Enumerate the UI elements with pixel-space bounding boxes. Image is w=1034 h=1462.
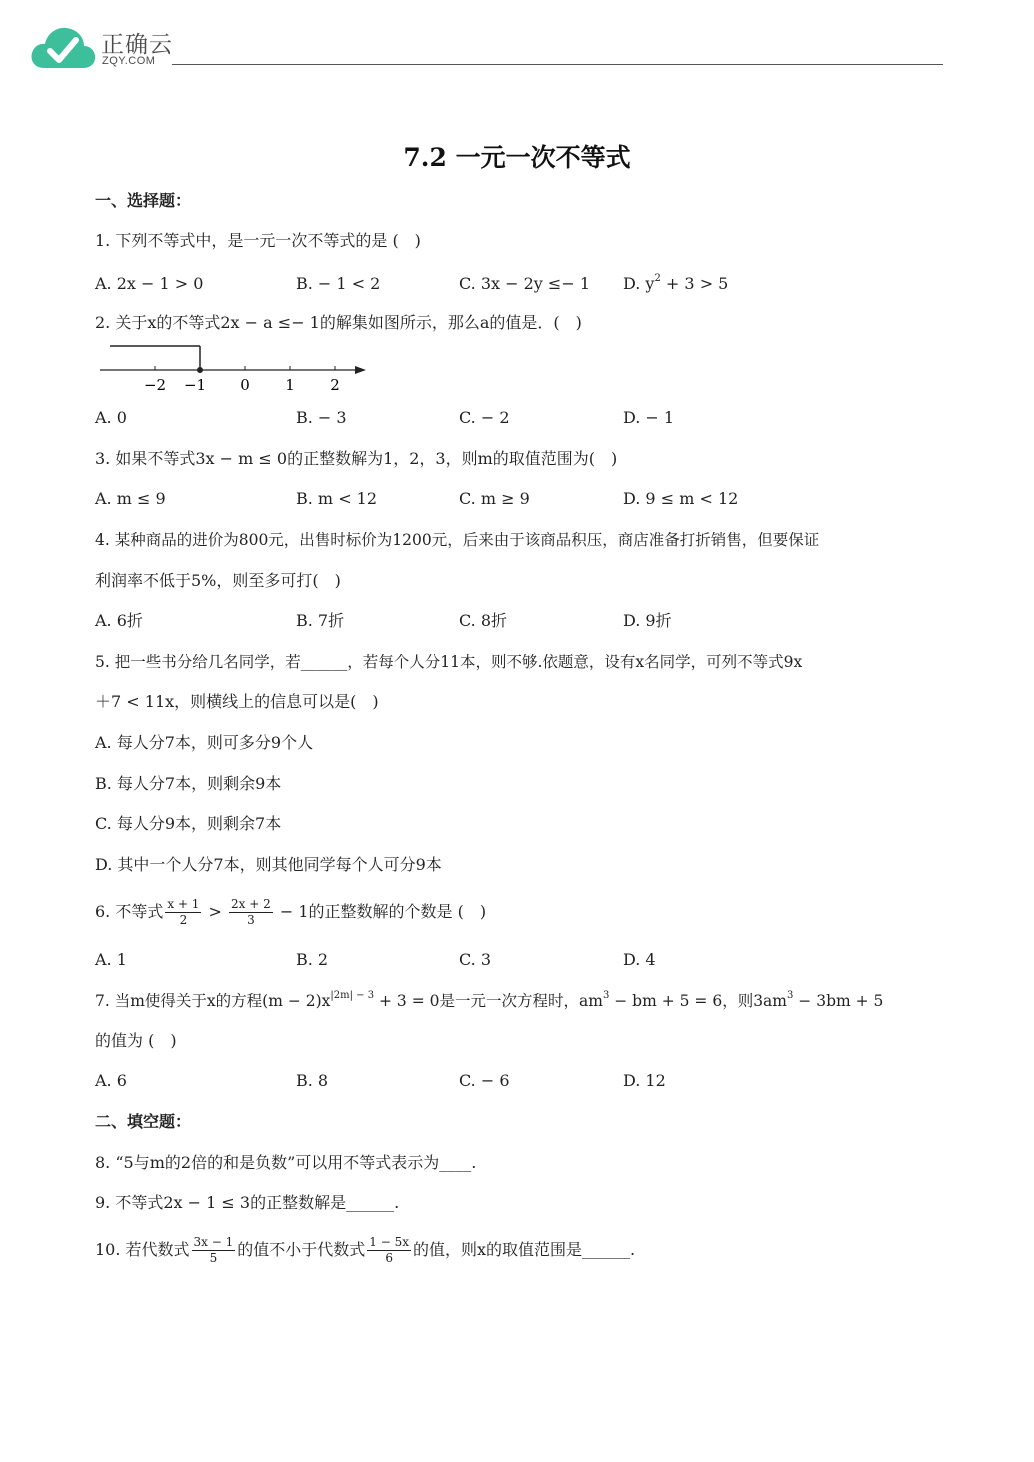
number-line-figure bbox=[95, 340, 375, 398]
question-4-option-a: A. 6折 bbox=[95, 611, 143, 630]
question-8: 8. “5与m的2倍的和是负数”可以用不等式表示为____. bbox=[95, 1153, 477, 1172]
header-divider bbox=[172, 64, 943, 65]
page-header bbox=[0, 0, 1034, 80]
question-3-option-b: B. m < 12 bbox=[296, 489, 378, 508]
question-7-option-a: A. 6 bbox=[95, 1071, 127, 1090]
question-4-option-d: D. 9折 bbox=[623, 611, 672, 630]
question-7-option-d: D. 12 bbox=[623, 1071, 666, 1090]
fraction-x-plus-1-over-2: $\frac{x + 1}{2}$ bbox=[167, 897, 200, 927]
question-5-option-d: D. 其中一个人分7本，则其他同学每个人可分9本 bbox=[95, 855, 442, 874]
question-6-option-c: C. 3 bbox=[459, 950, 492, 969]
question-9: 9. 不等式2x − 1 ≤ 3的正整数解是______. bbox=[95, 1193, 400, 1212]
section-heading-fill-in: 二、填空题： bbox=[95, 1112, 192, 1131]
question-1-option-b: B. − 1 < 2 bbox=[296, 274, 381, 293]
question-5-option-b: B. 每人分7本，则剩余9本 bbox=[95, 774, 282, 793]
question-6-stem: 6. 不等式 $\frac{x + 1}{2}$ > $\frac{2x + 2}{3}$ − 1的正整数解的个数是 ( ) bbox=[95, 897, 487, 927]
question-4-stem-line1: 4. 某种商品的进价为800元，出售时标价为1200元，后来由于该商品积压，商店准备打折销售，但要保证 bbox=[95, 531, 820, 549]
question-3-option-a: A. m ≤ 9 bbox=[95, 489, 166, 508]
question-1-option-d: D. $y^2 + 3 > 5$ bbox=[623, 273, 729, 293]
question-3-option-d: D. 9 ≤ m < 12 bbox=[623, 489, 739, 508]
question-2-option-a: A. 0 bbox=[95, 408, 127, 427]
question-4-option-b: B. 7折 bbox=[296, 611, 345, 630]
question-7-option-b: B. 8 bbox=[296, 1071, 329, 1090]
page-title: 7.2 一元一次不等式 bbox=[403, 143, 631, 172]
question-4-stem-line2: 利润率不低于5%，则至多可打( ) bbox=[95, 571, 341, 590]
tick-label-0: 0 bbox=[240, 376, 250, 394]
tick-label-neg2: −2 bbox=[143, 376, 167, 394]
tick-label-neg1: −1 bbox=[183, 376, 207, 394]
fraction-2x-plus-2-over-3: $\frac{2x + 2}{3}$ bbox=[231, 897, 271, 927]
question-7-option-c: C. − 6 bbox=[459, 1071, 510, 1090]
question-1-option-a: A. 2x − 1 > 0 bbox=[95, 274, 204, 293]
question-4-option-c: C. 8折 bbox=[459, 611, 508, 630]
question-5-stem-line2: ＋7 < 11x，则横线上的信息可以是( ) bbox=[95, 692, 379, 711]
question-7-stem-line2: 的值为 ( ) bbox=[95, 1031, 177, 1050]
question-2-option-b: B. − 3 bbox=[296, 408, 347, 427]
tick-label-2: 2 bbox=[330, 376, 340, 394]
question-6-option-b: B. 2 bbox=[296, 950, 329, 969]
question-5-option-a: A. 每人分7本，则可多分9个人 bbox=[95, 733, 314, 752]
question-1-stem: 1. 下列不等式中，是一元一次不等式的是 ( ) bbox=[95, 231, 421, 250]
question-2-stem: 2. 关于x的不等式2x − a ≤− 1的解集如图所示，那么a的值是．( ) bbox=[95, 313, 582, 332]
fraction-1-minus-5x-over-6: $\frac{1 - 5x}{6}$ bbox=[369, 1235, 410, 1265]
question-3-option-c: C. m ≥ 9 bbox=[459, 489, 530, 508]
question-6-option-d: D. 4 bbox=[623, 950, 656, 969]
question-3-stem: 3. 如果不等式3x − m ≤ 0的正整数解为1，2，3，则m的取值范围为( ) bbox=[95, 449, 618, 468]
question-1-option-c: C. 3x − 2y ≤− 1 bbox=[459, 274, 591, 293]
brand-name: 正确云 bbox=[101, 32, 173, 58]
question-2-option-c: C. − 2 bbox=[459, 408, 510, 427]
tick-label-1: 1 bbox=[285, 376, 295, 394]
question-5-stem-line1: 5. 把一些书分给几名同学，若______，若每个人分11本，则不够.依题意，设有x名同学，可列不等式9x bbox=[95, 653, 803, 671]
fraction-3x-minus-1-over-5: $\frac{3x - 1}{5}$ bbox=[193, 1235, 234, 1265]
question-6-option-a: A. 1 bbox=[95, 950, 127, 969]
question-5-option-c: C. 每人分9本，则剩余7本 bbox=[95, 814, 282, 833]
question-10: 10. 若代数式 $\frac{3x - 1}{5}$ 的值不小于代数式 $\frac{1 - 5x}{6}$ 的值，则x的取值范围是______. bbox=[95, 1235, 636, 1265]
cloud-check-logo-icon bbox=[30, 24, 96, 72]
section-heading-choice: 一、选择题： bbox=[95, 191, 192, 210]
question-7-stem-line1: 7. 当m使得关于x的方程$(m - 2)x^{|2m| - 3} + 3 = 0$是一元一次方程时，$am^3$ − bm + 5 = 6，则$3am^3 - 3bm + 5$ bbox=[95, 990, 884, 1010]
question-2-option-d: D. − 1 bbox=[623, 408, 675, 427]
brand-domain: ZQY.COM bbox=[102, 55, 156, 67]
